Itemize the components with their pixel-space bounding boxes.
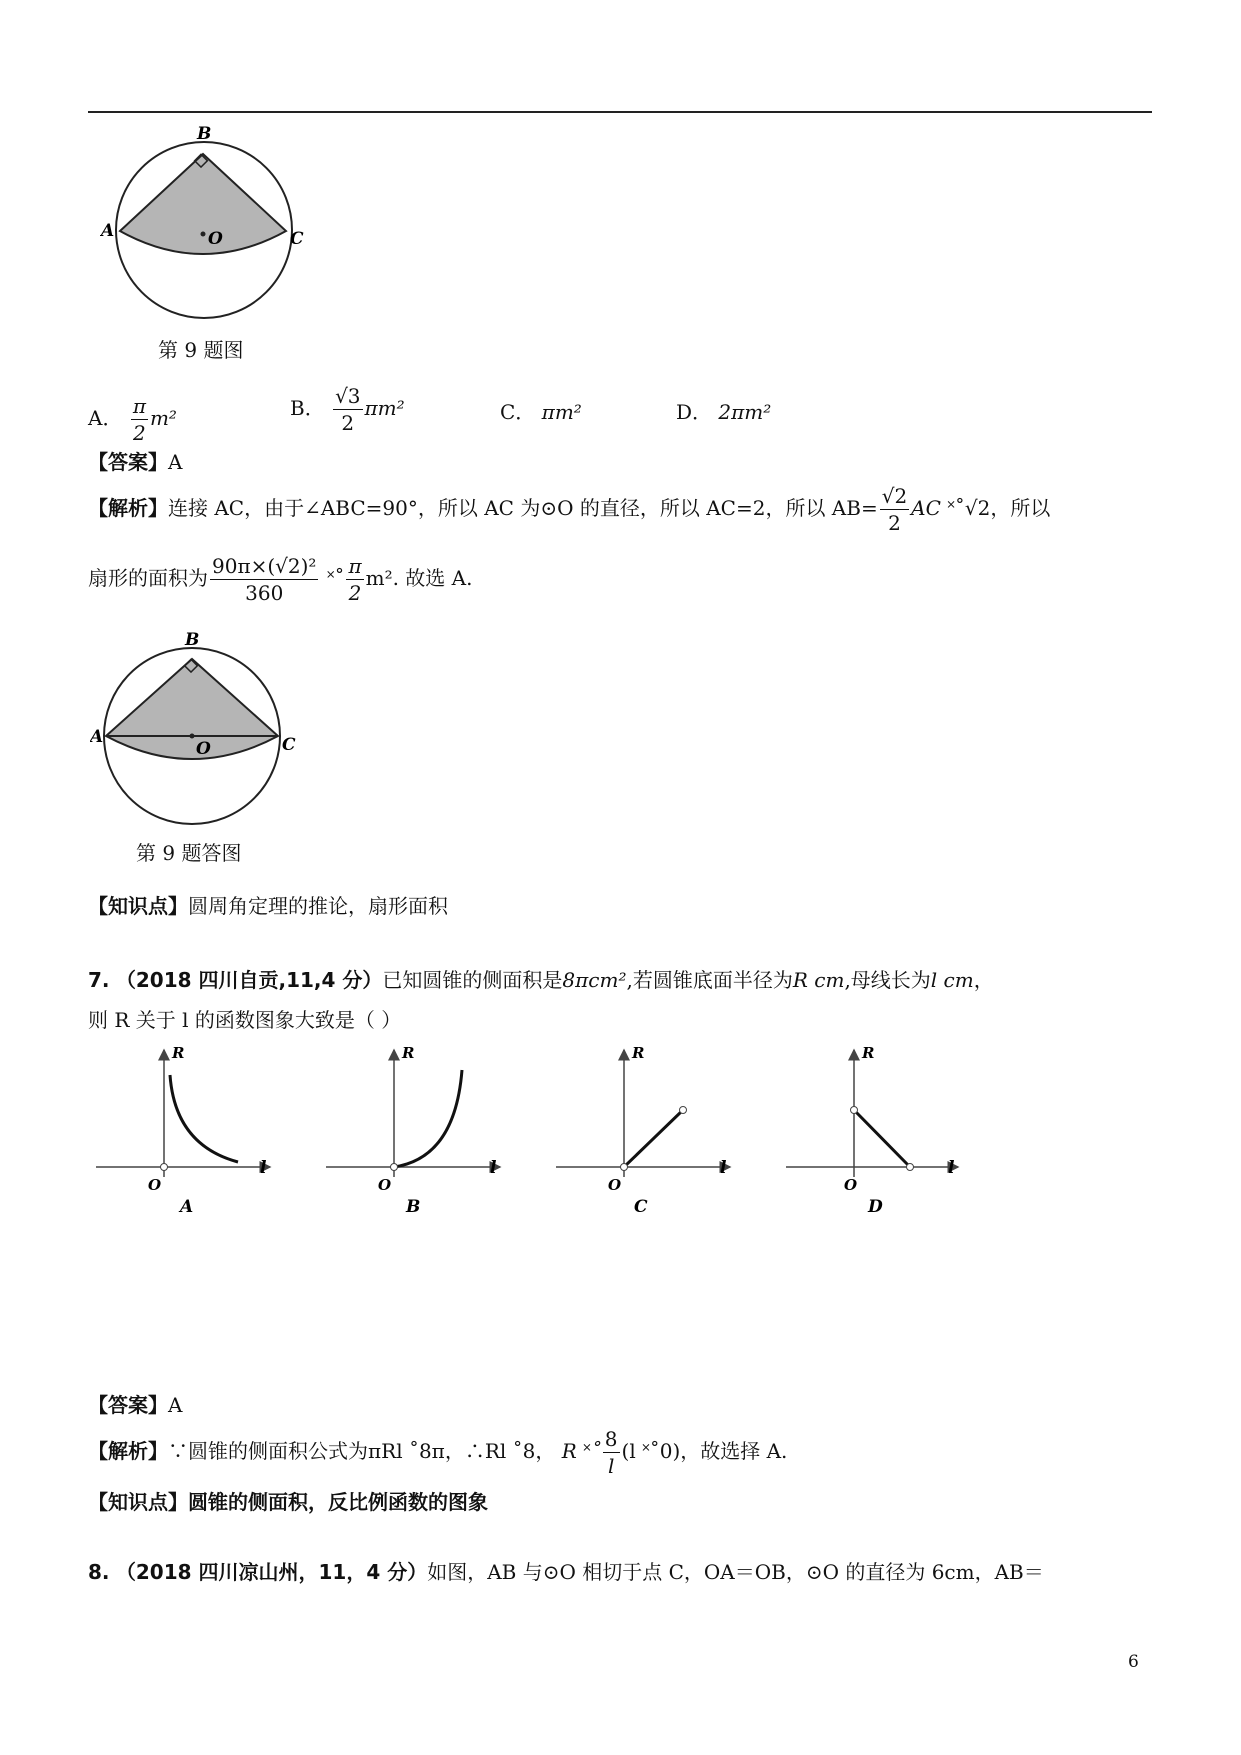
q9-option-a: A． $\frac{\pi}{2}$ m²	[88, 394, 177, 445]
q7-knowledge: 【知识点】圆锥的侧面积，反比例函数的图象	[88, 1490, 488, 1514]
q7-graph-b-label: B	[406, 1197, 421, 1217]
svg-text:R: R	[632, 1044, 645, 1062]
svg-text:R: R	[172, 1044, 185, 1062]
q9-figure	[100, 122, 320, 322]
q9-analysis-line2: 扇形的面积为 $\frac{\text{90π×(√2)²}}{360}$ ˟˚ $\frac{\pi}{2}$ m². 故选 A.	[88, 554, 473, 605]
q9-label-b: B	[197, 124, 212, 144]
q9-answer: 【答案】A	[88, 450, 183, 474]
q9-option-b: B． $\frac{√3}{2}$ πm²	[290, 384, 405, 435]
q7-answer: 【答案】A	[88, 1393, 183, 1417]
q9-ans-label-c: C	[282, 735, 296, 755]
q9-answer-figure	[90, 630, 310, 830]
q7-graph-a	[96, 1044, 270, 1217]
q9-ans-label-o: O	[196, 739, 211, 759]
svg-text:l: l	[260, 1158, 267, 1178]
page-number: 6	[1128, 1652, 1139, 1672]
q9-figure-caption: 第 9 题图	[158, 338, 244, 362]
q9-option-d: D． 2πm²	[676, 400, 772, 424]
svg-text:O: O	[148, 1176, 162, 1194]
q7-graphs	[90, 1040, 1090, 1220]
svg-text:O: O	[844, 1176, 858, 1194]
q9-label-a: A	[101, 221, 115, 241]
svg-text:O: O	[608, 1176, 622, 1194]
q7-graph-c	[556, 1044, 730, 1217]
svg-text:O: O	[378, 1176, 392, 1194]
q9-ans-label-b: B	[185, 630, 200, 650]
q7-analysis: 【解析】∵圆锥的侧面积公式为πRl ˚8π，∴Rl ˚8， R ˟˚ $\frac{8}{l}$ (l ˟˚0)，故选择 A.	[88, 1427, 788, 1478]
q9-label-o: O	[208, 229, 223, 249]
q9-option-c: C． πm²	[500, 400, 582, 424]
svg-text:l: l	[948, 1158, 955, 1178]
q7-stem-line2: 则 R 关于 l 的函数图象大致是（ ）	[88, 1008, 402, 1032]
svg-text:R: R	[402, 1044, 415, 1062]
q7-graph-b	[326, 1044, 500, 1217]
q7-graph-a-label: A	[180, 1197, 194, 1217]
header-rule	[88, 111, 1152, 113]
q9-ans-label-a: A	[90, 727, 104, 747]
svg-text:l: l	[720, 1158, 727, 1178]
q7-stem-line1: 7. （2018 四川自贡,11,4 分）已知圆锥的侧面积是8πcm²,若圆锥底面半径为R cm,母线长为l cm，	[88, 968, 994, 992]
q9-label-c: C	[290, 229, 304, 249]
q9-answer-figure-caption: 第 9 题答图	[136, 841, 242, 865]
q7-graph-c-label: C	[634, 1197, 648, 1217]
svg-text:l: l	[490, 1158, 497, 1178]
q7-graph-d	[786, 1044, 958, 1217]
q9-knowledge: 【知识点】圆周角定理的推论，扇形面积	[88, 894, 448, 918]
q7-graph-d-label: D	[868, 1197, 883, 1217]
svg-text:R: R	[862, 1044, 875, 1062]
q9-analysis-line1: 【解析】连接 AC，由于∠ABC=90°，所以 AC 为⊙O 的直径，所以 AC=2，所以 AB= $\frac{√2}{2}$ AC ˟˚√2，所以	[88, 484, 1051, 535]
q8-stem: 8. （2018 四川凉山州，11，4 分）如图，AB 与⊙O 相切于点 C，OA＝OB，⊙O 的直径为 6cm，AB＝	[88, 1560, 1044, 1584]
